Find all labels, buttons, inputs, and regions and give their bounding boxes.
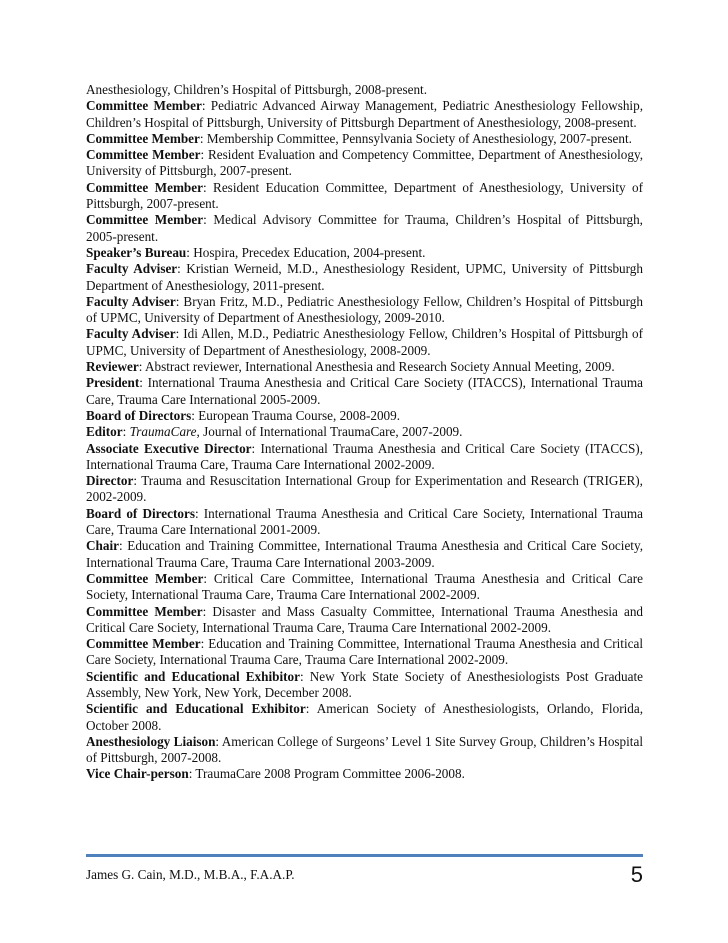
entry-role: Associate Executive Director (86, 440, 252, 456)
entry-role: Faculty Adviser (86, 326, 176, 342)
entry-journal-title: TraumaCare (129, 424, 197, 440)
entry-role: Chair (86, 538, 119, 554)
entry-text: Education and Training Committee, International Trauma Anesthesia and Critical Care Society, International Trauma Care, Trauma Care International 2003-2009. (86, 538, 643, 570)
entry-separator: : (200, 147, 208, 163)
cv-entry (86, 261, 643, 294)
entry-role: Committee Member (86, 179, 203, 195)
entry-role: Director (86, 473, 134, 489)
cv-entry (86, 538, 643, 571)
cv-entry (86, 98, 643, 131)
cv-entry (86, 506, 643, 539)
cv-entry (86, 326, 643, 359)
entry-text: Membership Committee, Pennsylvania Society of Anesthesiology, 2007-present. (206, 130, 632, 146)
entry-role: Editor (86, 424, 123, 440)
entry-role: Scientific and Educational Exhibitor (86, 668, 300, 684)
entry-separator: : (200, 636, 209, 652)
entry-text: Hospira, Precedex Education, 2004-present. (193, 244, 426, 260)
cv-entry (86, 212, 643, 245)
cv-entry (86, 766, 643, 782)
entry-text: Medical Advisory Committee for Trauma, Children’s Hospital of Pittsburgh, 2005-present. (86, 212, 643, 244)
footer-rule (86, 854, 643, 857)
entry-role: Faculty Adviser (86, 261, 178, 277)
entry-separator: : (203, 212, 214, 228)
entry-text: New York State Society of Anesthesiologists Post Graduate Assembly, New York, New York, December 2008. (86, 668, 643, 700)
entry-separator: : (199, 130, 207, 146)
entry-separator: : (118, 538, 128, 554)
cv-entry (86, 669, 643, 702)
entry-text: Critical Care Committee, International Trauma Anesthesia and Critical Care Society, International Trauma Care, Trauma Care International 2002-2009. (86, 570, 644, 603)
entry-separator: : (186, 244, 194, 260)
entry-text: Pediatric Advanced Airway Management, Pediatric Anesthesiology Fellowship, Children’s Hospital of Pittsburgh, University of Pittsburgh Department of Anesthesiology, 2008-present. (86, 98, 643, 130)
entry-separator: : (194, 505, 204, 521)
entry-role: Committee Member (86, 570, 204, 586)
entry-text: Kristian Werneid, M.D., Anesthesiology Resident, UPMC, University of Pittsburgh Department of Anesthesiology, 2011-present. (86, 261, 643, 293)
entry-separator: : (215, 733, 222, 749)
entry-text: Trauma and Resuscitation International Group for Experimentation and Research (TRIGER), 2002-2009. (86, 473, 643, 505)
entry-separator: : (133, 473, 142, 489)
entry-role: Speaker’s Bureau (86, 244, 187, 260)
entry-text: European Trauma Course, 2008-2009. (198, 407, 401, 423)
entry-text: Bryan Fritz, M.D., Pediatric Anesthesiology Fellow, Children’s Hospital of Pittsburgh of UPMC, University of Department of Anesthesiology, 2009-2010. (86, 293, 643, 326)
cv-entry (86, 245, 643, 261)
entry-separator: : (139, 375, 148, 391)
entry-text: American Society of Anesthesiologists, Orlando, Florida, October 2008. (86, 701, 643, 733)
cv-entry (86, 734, 643, 767)
entry-text: TraumaCare 2008 Program Committee 2006-2008. (195, 766, 465, 782)
cv-entry (86, 636, 643, 669)
cv-entry (86, 408, 643, 424)
entry-role: Board of Directors (86, 407, 192, 423)
entry-separator: : (202, 603, 213, 619)
cv-entry (86, 424, 643, 440)
cv-entry (86, 131, 643, 147)
entry-separator: : (201, 98, 211, 114)
cv-entry (86, 571, 643, 604)
entry-separator: : (251, 440, 261, 456)
entry-separator: : (203, 570, 214, 586)
entry-text: Resident Evaluation and Competency Committee, Department of Anesthesiology, University of Pittsburgh, 2007-present. (86, 147, 643, 179)
entry-separator: : (175, 293, 184, 309)
cv-entry (86, 359, 643, 375)
cv-entry (86, 473, 643, 506)
cv-entry (86, 147, 643, 180)
cv-entry (86, 701, 643, 734)
entry-role: Committee Member (86, 147, 201, 163)
entry-text: International Trauma Anesthesia and Critical Care Society (ITACCS), International Trauma Care, Trauma Care International 2002-2009. (86, 440, 643, 472)
entry-text: International Trauma Anesthesia and Critical Care Society (ITACCS), International Trauma Care, Trauma Care International 2005-2009. (86, 375, 643, 407)
cv-entry (86, 604, 643, 637)
cv-entry (86, 180, 643, 213)
entry-role: Board of Directors (86, 505, 195, 521)
entry-role: Committee Member (86, 636, 201, 652)
cv-content (86, 82, 643, 783)
entry-text: Idi Allen, M.D., Pediatric Anesthesiology Fellow, Children’s Hospital of Pittsburgh of UPMC, University of Department of Anesthesiology, 2008-2009. (86, 326, 643, 358)
entry-separator: : (299, 668, 310, 684)
entry-separator: : (138, 359, 145, 375)
footer-author: James G. Cain, M.D., M.B.A., F.A.A.P. (86, 867, 295, 882)
entry-separator: : (191, 407, 199, 423)
cv-entry (86, 441, 643, 474)
entry-text: International Trauma Anesthesia and Critical Care Society, International Trauma Care, Trauma Care International 2001-2009. (86, 505, 643, 538)
entry-text: Abstract reviewer, International Anesthesia and Research Society Annual Meeting, 2009. (144, 359, 615, 375)
entry-role: Reviewer (86, 359, 139, 375)
entry-text: Education and Training Committee, International Trauma Anesthesia and Critical Care Society, International Trauma Care, Trauma Care International 2002-2009. (86, 636, 643, 668)
entry-separator: : (305, 701, 317, 717)
entry-role: Committee Member (86, 212, 204, 228)
cv-entry (86, 294, 643, 327)
entry-role: Committee Member (86, 98, 202, 114)
entry-text: American College of Surgeons’ Level 1 Site Survey Group, Children’s Hospital of Pittsburgh, 2007-2008. (86, 733, 643, 766)
entry-role: Scientific and Educational Exhibitor (86, 701, 306, 717)
entry-role: President (86, 375, 140, 391)
entry-separator: : (188, 766, 196, 782)
entry-text: , Journal of International TraumaCare, 2007-2009. (196, 424, 463, 440)
entry-role: Anesthesiology Liaison (86, 733, 216, 749)
entry-separator: : (202, 179, 214, 195)
cv-entry (86, 375, 643, 408)
entry-separator: : (177, 261, 187, 277)
entry-role: Vice Chair-person (86, 766, 189, 782)
lead-text: Anesthesiology, Children’s Hospital of Pittsburgh, 2008-present. (86, 82, 428, 97)
entry-role: Committee Member (86, 603, 203, 619)
page-number: 5 (630, 862, 643, 887)
entry-text: Resident Education Committee, Department of Anesthesiology, University of Pittsburgh, 2007-present. (86, 179, 643, 212)
entry-role: Committee Member (86, 130, 200, 146)
entry-role: Faculty Adviser (86, 293, 176, 309)
entry-separator: : (122, 424, 130, 440)
entry-separator: : (175, 326, 184, 342)
entry-text: Disaster and Mass Casualty Committee, International Trauma Anesthesia and Critical Care Society, International Trauma Care, Trauma Care International 2002-2009. (86, 603, 644, 635)
